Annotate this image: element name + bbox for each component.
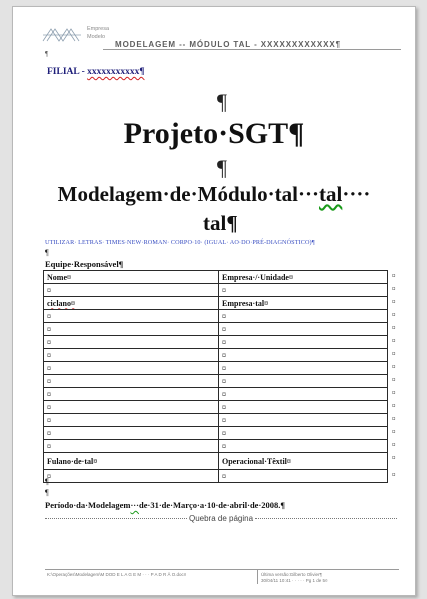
company-cell[interactable]: Empresa·/·Unidade¤ [219,271,388,284]
page-break-dots-left [45,518,187,519]
table-row [44,440,388,453]
table-row [44,401,388,414]
paragraph-mark: ¶ [45,488,49,497]
company-cell[interactable]: ¤ [219,470,388,483]
page-break-dots-right [255,518,397,519]
table-row [44,336,388,349]
team-heading[interactable]: Equipe·Responsável¶ [45,259,124,269]
name-cell[interactable]: ¤ [44,362,219,375]
table-row [44,271,388,284]
row-end-mark: ¤ [392,272,396,280]
name-cell[interactable]: Nome¤ [44,271,219,284]
footer-file-path[interactable]: K:\Operações\Modelagem\M DOD E L A G E M · · · P A D R Ã O.doc¤ [45,570,258,584]
paragraph-mark: ¶ [217,155,227,180]
company-cell[interactable]: ¤ [219,388,388,401]
period-squiggle: ··· [130,500,139,510]
table-row [44,427,388,440]
period-suffix: de·31·de·Março·a·10·de·abril·de·2008.¶ [138,500,286,510]
paragraph-mark: ¶ [217,89,227,114]
row-end-mark: ¤ [392,402,396,410]
table-row [44,375,388,388]
name-cell[interactable]: ¤ [44,440,219,453]
page-break [45,514,397,523]
filial-value: xxxxxxxxxxx¶ [87,67,145,77]
company-cell[interactable]: Operacional·Têxtil¤ [219,453,388,470]
table-row [44,297,388,310]
name-cell[interactable]: ¤ [44,349,219,362]
company-cell[interactable]: ¤ [219,362,388,375]
document-page [12,6,416,596]
row-end-mark: ¤ [392,389,396,397]
table-row [44,349,388,362]
name-cell[interactable]: ¤ [44,414,219,427]
table-row [44,414,388,427]
table-row [44,323,388,336]
company-cell[interactable]: ¤ [219,310,388,323]
row-end-mark: ¤ [392,428,396,436]
module-title-squiggle: tal [319,182,343,206]
paragraph-mark: ¶ [45,477,49,486]
team-table [43,270,388,483]
company-cell[interactable]: ¤ [219,336,388,349]
font-instruction[interactable]: UTILIZAR· LETRAS· TIMES·NEW·ROMAN· CORPO·10· (IGUAL· AO·DO·PRÉ-DIAGNÓSTICO)¶ [45,239,315,246]
footer-version-info[interactable] [258,570,399,584]
row-end-mark: ¤ [392,285,396,293]
row-end-mark: ¤ [392,376,396,384]
row-end-mark: ¤ [392,298,396,306]
row-end-mark: ¤ [392,415,396,423]
page-break-label: Quebra de página [188,514,254,523]
company-cell[interactable]: ¤ [219,284,388,297]
row-end-mark: ¤ [392,350,396,358]
row-end-mark: ¤ [392,337,396,345]
table-row [44,453,388,470]
company-cell[interactable]: ¤ [219,349,388,362]
paragraph-mark: ¶ [45,248,49,257]
name-cell[interactable]: ¤ [44,401,219,414]
table-row [44,284,388,297]
name-cell[interactable]: ¤ [44,336,219,349]
row-end-mark: ¤ [392,311,396,319]
company-cell[interactable]: ¤ [219,323,388,336]
name-cell[interactable]: ¤ [44,284,219,297]
header-title[interactable]: MODELAGEM -- MÓDULO TAL - XXXXXXXXXXXX¶ [115,40,341,49]
company-cell[interactable]: ¤ [219,414,388,427]
table-row [44,388,388,401]
footer-last-version: Última versão:Gilberto Olivier¶ [261,572,322,577]
table-row [44,362,388,375]
table-row [44,470,388,483]
module-title-continuation[interactable]: tal¶ [203,211,238,235]
logo-text-line1: Empresa [87,26,110,32]
header-paragraph-mark: ¶ [45,50,49,58]
row-end-mark: ¤ [392,324,396,332]
company-cell[interactable]: ¤ [219,440,388,453]
company-cell[interactable]: ¤ [219,401,388,414]
company-cell[interactable]: Empresa·tal¤ [219,297,388,310]
module-title-prefix: Modelagem·de·Módulo·tal··· [57,182,319,206]
row-end-mark: ¤ [392,441,396,449]
company-cell[interactable]: ¤ [219,375,388,388]
row-end-mark: ¤ [392,454,396,462]
page-header [13,7,415,58]
table-row [44,310,388,323]
name-cell[interactable]: ¤ [44,427,219,440]
period-prefix: Período·da·Modelagem [45,500,131,510]
name-cell[interactable]: ¤ [44,375,219,388]
company-logo [41,23,83,43]
modeling-period[interactable] [45,500,285,510]
company-cell[interactable]: ¤ [219,427,388,440]
row-end-mark: ¤ [392,363,396,371]
row-end-mark: ¤ [392,471,396,479]
footer-page-number: 30/04/11 10:41 · · · · · Pg 1 de 5¤ [261,578,328,583]
name-cell[interactable]: Fulano·de·tal¤ [44,453,219,470]
page-footer [45,569,399,584]
header-rule [103,49,401,50]
module-title[interactable] [13,182,415,207]
name-cell[interactable]: ¤ [44,470,219,483]
logo-text-line2: Modelo [87,34,106,40]
module-title-suffix: ···· [342,182,371,206]
name-cell[interactable]: ciclano¤ [44,297,219,310]
filial-label: FILIAL - [47,67,88,77]
name-cell[interactable]: ¤ [44,323,219,336]
name-cell[interactable]: ¤ [44,388,219,401]
project-title[interactable]: Projeto·SGT¶ [123,117,305,150]
filial-line[interactable] [47,67,145,77]
name-cell[interactable]: ¤ [44,310,219,323]
